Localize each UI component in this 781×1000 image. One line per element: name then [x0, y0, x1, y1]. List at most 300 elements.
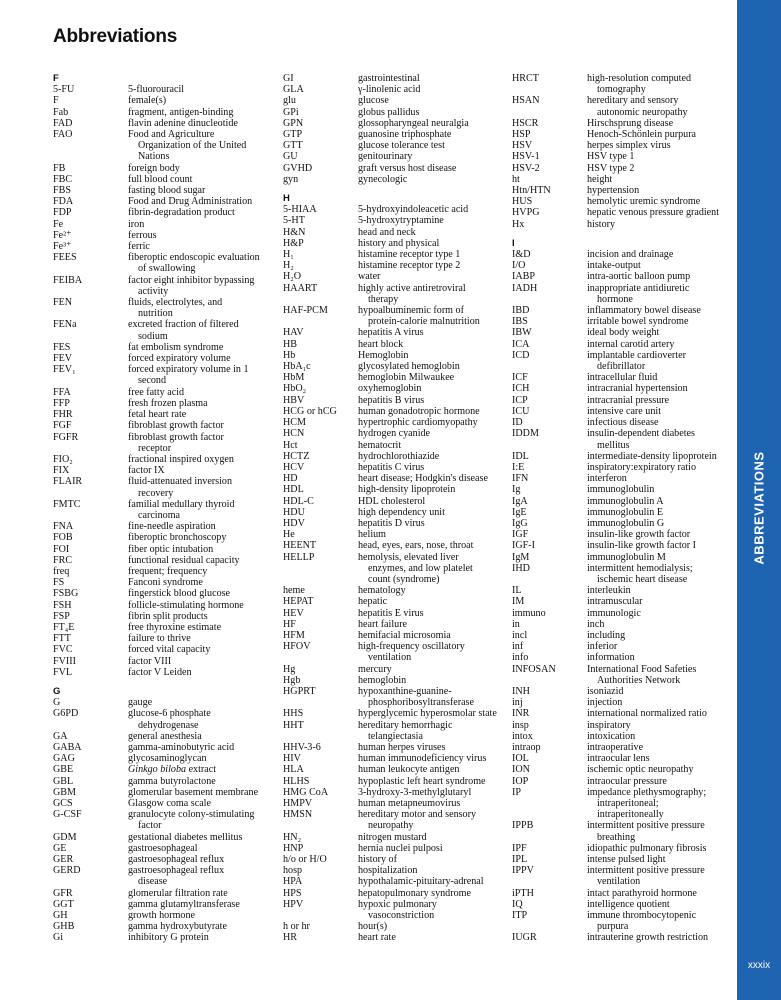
abbreviation-definition: Fanconi syndrome	[128, 577, 203, 589]
abbreviation-entry	[283, 238, 497, 249]
abbreviation-entry	[512, 372, 719, 383]
abbreviation-definition: growth hormone	[128, 910, 195, 922]
abbreviation-entry	[512, 820, 719, 831]
abbreviation-definition: intense pulsed light	[587, 854, 666, 866]
abbreviation-term: Fab	[53, 106, 69, 118]
abbreviation-definition: forced expiratory volume	[128, 353, 231, 365]
abbreviation-entry	[512, 888, 719, 899]
abbreviation-definition: immunologic	[587, 607, 641, 619]
abbreviation-definition: inspiratory:expiratory ratio	[587, 461, 697, 473]
abbreviation-entry	[283, 596, 497, 607]
abbreviation-definition: Organization of the United	[138, 140, 247, 152]
abbreviation-definition: intra-aortic balloon pump	[587, 271, 691, 283]
abbreviation-term: ICA	[512, 338, 530, 350]
abbreviation-term: HR	[283, 932, 298, 944]
abbreviation-term: HMSN	[283, 809, 313, 821]
abbreviation-term: INFOSAN	[512, 663, 556, 675]
abbreviation-definition: human metapneumovirus	[358, 798, 461, 809]
abbreviation-entry	[283, 832, 497, 843]
abbreviation-definition: gastroesophageal	[128, 842, 198, 854]
abbreviation-entry	[283, 95, 497, 106]
abbreviation-definition: height	[587, 173, 613, 185]
abbreviation-term: H&P	[283, 237, 304, 249]
abbreviation-term: GI	[283, 73, 294, 84]
abbreviation-entry	[53, 742, 260, 753]
abbreviation-term: FB	[53, 162, 66, 174]
abbreviation-definition: factor V Leiden	[128, 666, 192, 678]
page-title: Abbreviations	[53, 26, 178, 47]
abbreviation-term: GA	[53, 730, 68, 742]
abbreviation-term: HLHS	[283, 775, 310, 787]
abbreviation-term: ION	[512, 764, 530, 776]
abbreviation-entry-continuation	[53, 876, 260, 887]
abbreviation-term: freq	[53, 565, 70, 577]
abbreviation-entry	[283, 753, 497, 764]
abbreviation-term: HCG or hCG	[283, 405, 337, 417]
abbreviation-entry	[53, 809, 260, 820]
abbreviation-entry	[53, 207, 260, 218]
abbreviation-entry	[283, 406, 497, 417]
abbreviation-definition: heart rate	[358, 932, 396, 944]
abbreviation-definition: gynecologic	[358, 173, 408, 185]
abbreviation-term: Htn/HTN	[512, 185, 551, 197]
page-number: xxxix	[747, 960, 771, 971]
abbreviation-term: Hx	[512, 218, 525, 230]
abbreviation-term: HSAN	[512, 95, 540, 107]
abbreviation-definition: immunoglobulin E	[587, 506, 663, 518]
abbreviation-definition: ischemic optic neuropathy	[587, 764, 694, 776]
abbreviation-term: gyn	[283, 173, 299, 185]
abbreviation-entry	[283, 151, 497, 162]
abbreviation-entry	[53, 577, 260, 588]
abbreviation-definition: hypothalamic-pituitary-adrenal	[358, 876, 484, 888]
abbreviation-definition: guanosine triphosphate	[358, 129, 452, 141]
abbreviation-term: FT₄E	[53, 621, 75, 633]
abbreviation-term: HDV	[283, 517, 305, 529]
abbreviation-term: ICP	[512, 394, 528, 406]
abbreviation-entry	[283, 462, 497, 473]
abbreviation-definition: fibrin split products	[128, 610, 208, 622]
abbreviation-entry-continuation	[53, 308, 260, 319]
abbreviation-term: HEPAT	[283, 596, 314, 608]
abbreviation-term: IBD	[512, 305, 530, 317]
abbreviation-entry	[512, 899, 719, 910]
abbreviation-term-spacer	[512, 574, 587, 585]
abbreviation-definition: hemifacial microsomia	[358, 629, 451, 641]
abbreviation-definition: head, eyes, ears, nose, throat	[358, 540, 474, 552]
abbreviation-entry-continuation	[283, 574, 497, 585]
abbreviation-entry	[512, 196, 719, 207]
abbreviation-definition: idiopathic pulmonary fibrosis	[587, 842, 707, 854]
abbreviation-definition: 5-fluorouracil	[128, 84, 185, 96]
abbreviation-term: FEES	[53, 252, 77, 264]
abbreviation-term: FOB	[53, 532, 73, 544]
abbreviation-definition: hypoalbuminemic form of	[358, 305, 464, 317]
abbreviation-term-spacer	[283, 731, 358, 742]
abbreviation-entry	[512, 630, 719, 641]
abbreviation-term: Fe³⁺	[53, 241, 72, 253]
abbreviation-definition: including	[587, 629, 626, 641]
abbreviation-term-spacer	[512, 84, 587, 95]
abbreviation-entry	[512, 462, 719, 473]
abbreviation-definition: hemoglobin Milwaukee	[358, 372, 455, 384]
abbreviation-term: HUS	[512, 196, 533, 208]
abbreviation-entry	[512, 316, 719, 327]
abbreviation-term: H₂	[283, 260, 294, 272]
abbreviation-definition: intermittent positive pressure	[587, 820, 705, 832]
abbreviation-term: FAO	[53, 129, 73, 141]
abbreviation-term: inj	[512, 697, 523, 709]
abbreviation-entry-continuation	[283, 294, 497, 305]
abbreviation-definition: international normalized ratio	[587, 708, 707, 720]
abbreviation-term: FIO₂	[53, 453, 73, 465]
abbreviation-entry	[53, 398, 260, 409]
abbreviation-term: HHS	[283, 708, 304, 720]
abbreviation-definition: glucose-6 phosphate	[128, 708, 211, 720]
abbreviation-term: GLA	[283, 84, 304, 96]
abbreviation-definition: implantable cardioverter	[587, 349, 686, 361]
abbreviation-definition: high-frequency oscillatory	[358, 641, 465, 653]
abbreviation-term: HDU	[283, 506, 305, 518]
abbreviation-definition: graft versus host disease	[358, 162, 457, 174]
abbreviation-term: FNA	[53, 521, 74, 533]
abbreviation-definition: excreted fraction of filtered	[128, 319, 239, 331]
abbreviation-definition: full blood count	[128, 173, 193, 185]
abbreviation-term-spacer	[53, 375, 128, 386]
abbreviation-term: GBM	[53, 786, 76, 798]
abbreviation-entry-continuation	[53, 720, 260, 731]
abbreviation-term-spacer	[53, 140, 128, 151]
abbreviation-term: FBC	[53, 173, 73, 185]
abbreviation-definition: gamma butyrolactone	[128, 775, 216, 787]
abbreviation-definition: autonomic neuropathy	[597, 106, 688, 118]
abbreviation-entry	[53, 798, 260, 809]
abbreviation-definition: helium	[358, 529, 387, 541]
abbreviation-entry	[512, 383, 719, 394]
abbreviation-term-spacer	[283, 910, 358, 921]
abbreviation-entry	[53, 241, 260, 252]
abbreviation-term: GPN	[283, 117, 304, 129]
abbreviation-definition: tomography	[597, 84, 646, 96]
section-letter-heading: I	[512, 237, 515, 249]
abbreviation-entry	[283, 283, 497, 294]
abbreviation-entry-continuation	[512, 107, 719, 118]
abbreviation-definition: intracranial pressure	[587, 394, 670, 406]
abbreviation-entry-continuation	[53, 263, 260, 274]
abbreviation-definition: fragment, antigen-binding	[128, 106, 234, 118]
abbreviation-entry	[283, 484, 497, 495]
abbreviation-term: I&D	[512, 249, 531, 261]
abbreviation-entry	[512, 185, 719, 196]
abbreviation-term: IPPB	[512, 820, 534, 832]
abbreviation-term: FES	[53, 341, 71, 353]
abbreviation-entry	[283, 540, 497, 551]
abbreviation-entry	[53, 185, 260, 196]
abbreviation-term-spacer	[53, 820, 128, 831]
abbreviation-entry	[512, 271, 719, 282]
abbreviation-definition: irritable bowel syndrome	[587, 316, 689, 328]
abbreviation-definition: intact parathyroid hormone	[587, 887, 697, 899]
abbreviation-term: FGFR	[53, 431, 79, 443]
abbreviation-entry	[512, 932, 719, 943]
abbreviation-entry	[283, 888, 497, 899]
abbreviation-entry	[53, 353, 260, 364]
abbreviation-definition: herpes simplex virus	[587, 140, 671, 152]
abbreviation-term: IHD	[512, 562, 530, 574]
abbreviation-term: HbM	[283, 372, 305, 384]
abbreviation-definition: Food and Drug Administration	[128, 196, 253, 208]
abbreviation-entry	[53, 107, 260, 118]
abbreviation-term: intox	[512, 730, 533, 742]
abbreviation-term: HMPV	[283, 798, 313, 809]
abbreviation-term: HDL-C	[283, 495, 314, 507]
abbreviation-entry	[512, 118, 719, 129]
abbreviation-definition: Food and Agriculture	[128, 129, 215, 141]
abbreviation-term: FTT	[53, 633, 71, 645]
abbreviation-definition: activity	[138, 285, 169, 297]
abbreviation-definition: incision and drainage	[587, 249, 674, 261]
abbreviation-entry	[512, 73, 719, 84]
abbreviation-definition: frequent; frequency	[128, 565, 208, 577]
abbreviation-entry	[283, 84, 497, 95]
abbreviation-term: HDL	[283, 484, 304, 496]
abbreviation-definition: human herpes viruses	[358, 741, 446, 753]
abbreviation-term-spacer	[53, 443, 128, 454]
abbreviation-definition: intracellular fluid	[587, 372, 658, 384]
abbreviation-definition: factor	[138, 820, 162, 832]
abbreviation-entry	[283, 776, 497, 787]
abbreviation-term: HHV-3-6	[283, 741, 321, 753]
abbreviation-term: ITP	[512, 910, 528, 922]
abbreviation-term: FDP	[53, 207, 72, 219]
abbreviation-term: IDDM	[512, 428, 539, 440]
abbreviation-entry-continuation	[512, 809, 719, 820]
abbreviation-definition: ventilation	[597, 876, 641, 888]
abbreviation-term: FFP	[53, 397, 70, 409]
abbreviation-entry	[283, 608, 497, 619]
abbreviation-entry	[283, 720, 497, 731]
abbreviation-term-spacer	[283, 563, 358, 574]
abbreviation-entry-continuation	[53, 331, 260, 342]
abbreviation-term: FOI	[53, 543, 70, 555]
abbreviation-definition: recovery	[138, 487, 174, 499]
abbreviation-term: GERD	[53, 865, 81, 877]
abbreviation-term: Fe²⁺	[53, 229, 72, 241]
abbreviation-term: GVHD	[283, 162, 313, 174]
abbreviation-definition: nutrition	[138, 308, 173, 320]
abbreviation-definition: Hemoglobin	[358, 349, 409, 361]
abbreviation-definition: carcinoma	[138, 509, 181, 521]
abbreviation-entry	[53, 454, 260, 465]
abbreviation-term: INR	[512, 708, 530, 720]
abbreviation-term: FBS	[53, 185, 71, 197]
abbreviation-entry	[512, 129, 719, 140]
abbreviation-term-spacer	[512, 798, 587, 809]
abbreviation-term: GER	[53, 854, 74, 866]
abbreviation-term: Ig	[512, 484, 521, 496]
abbreviation-entry-continuation	[53, 286, 260, 297]
abbreviation-definition: water	[358, 271, 381, 283]
abbreviation-definition: International Food Safeties	[587, 663, 697, 675]
abbreviation-definition: Hirschsprung disease	[587, 117, 674, 129]
abbreviation-definition: fasting blood sugar	[128, 185, 206, 197]
abbreviation-definition: fluids, electrolytes, and	[128, 297, 223, 309]
abbreviation-entry	[512, 596, 719, 607]
abbreviation-term: HGPRT	[283, 685, 316, 697]
abbreviation-definition: forced vital capacity	[128, 644, 211, 656]
abbreviation-definition: hypoplastic left heart syndrome	[358, 775, 486, 787]
abbreviation-definition: globus pallidus	[358, 106, 420, 118]
abbreviation-term: FFA	[53, 386, 71, 398]
abbreviation-term: inf	[512, 641, 524, 653]
abbreviation-definition: impedance plethysmography;	[587, 786, 707, 798]
abbreviation-entry	[512, 540, 719, 551]
abbreviation-entry	[53, 708, 260, 719]
abbreviation-term-spacer	[512, 440, 587, 451]
abbreviation-term: FHR	[53, 409, 73, 421]
section-gap	[283, 185, 497, 193]
abbreviation-definition: history of	[358, 854, 397, 866]
abbreviation-term-spacer	[512, 294, 587, 305]
abbreviation-term: HAV	[283, 327, 304, 339]
abbreviation-term: INH	[512, 685, 530, 697]
abbreviation-term: IPF	[512, 842, 527, 854]
section-gap	[53, 678, 260, 686]
abbreviation-term: h/o or H/O	[283, 854, 327, 866]
abbreviation-term: HSV-1	[512, 151, 540, 163]
abbreviation-entry	[53, 910, 260, 921]
abbreviation-entry	[283, 619, 497, 630]
abbreviation-entry	[283, 764, 497, 775]
abbreviation-entry-continuation	[283, 652, 497, 663]
abbreviation-definition: hemoglobin	[358, 674, 407, 686]
abbreviation-definition: history and physical	[358, 237, 440, 249]
abbreviation-entry	[283, 350, 497, 361]
abbreviation-entry-continuation	[512, 921, 719, 932]
abbreviation-definition: phosphoribosyltransferase	[368, 697, 474, 709]
abbreviation-term: HLA	[283, 764, 304, 776]
abbreviation-term: HSP	[512, 129, 531, 141]
abbreviation-term: HIV	[283, 753, 301, 765]
column-1	[53, 73, 260, 944]
abbreviation-definition: Authorities Network	[597, 674, 681, 686]
abbreviation-definition: ideal body weight	[587, 327, 660, 339]
abbreviation-definition: count (syndrome)	[368, 573, 440, 585]
abbreviation-definition: head and neck	[358, 226, 416, 238]
abbreviation-definition: γ-linolenic acid	[358, 84, 421, 96]
abbreviation-entry	[283, 417, 497, 428]
abbreviation-definition: intramuscular	[587, 596, 643, 608]
abbreviation-definition: fibroblast growth factor	[128, 420, 224, 432]
abbreviation-definition: iron	[128, 218, 145, 230]
abbreviation-definition: gastrointestinal	[358, 73, 420, 84]
abbreviation-entry	[53, 252, 260, 263]
abbreviation-definition: inch	[587, 618, 605, 630]
abbreviation-entry	[283, 140, 497, 151]
abbreviation-definition: hepatopulmonary syndrome	[358, 887, 471, 899]
abbreviation-definition: forced expiratory volume in 1	[128, 364, 249, 376]
abbreviation-definition: intrauterine growth restriction	[587, 932, 709, 944]
abbreviation-term: FEIBA	[53, 274, 83, 286]
abbreviation-term: IgA	[512, 495, 528, 507]
abbreviation-definition: inhibitory G protein	[128, 932, 209, 944]
abbreviation-term: IQ	[512, 898, 523, 910]
abbreviation-definition: hypertrophic cardiomyopathy	[358, 417, 478, 429]
abbreviation-term: HRCT	[512, 73, 539, 84]
abbreviation-entry	[53, 656, 260, 667]
abbreviation-definition: gauge	[128, 697, 153, 709]
abbreviation-term: HVPG	[512, 207, 540, 219]
abbreviation-definition: sodium	[138, 330, 168, 342]
abbreviation-definition: gastroesophageal reflux	[128, 854, 225, 866]
abbreviation-entry	[512, 406, 719, 417]
abbreviation-term: 5-HIAA	[283, 204, 317, 216]
abbreviation-term: HbA₁c	[283, 361, 311, 373]
abbreviation-entry	[283, 708, 497, 719]
abbreviation-definition: foreign body	[128, 162, 180, 174]
abbreviation-term: FSBG	[53, 588, 79, 600]
abbreviation-entry-continuation	[512, 798, 719, 809]
abbreviation-entry	[512, 585, 719, 596]
abbreviation-definition: fibroblast growth factor	[128, 431, 224, 443]
abbreviation-term: HMG CoA	[283, 786, 329, 798]
abbreviation-term-spacer	[53, 263, 128, 274]
abbreviation-term: FVC	[53, 644, 73, 656]
abbreviation-definition: fetal heart rate	[128, 409, 187, 421]
abbreviation-definition: purpura	[597, 921, 629, 933]
abbreviation-entry	[283, 529, 497, 540]
abbreviation-entry	[283, 630, 497, 641]
column-2	[283, 73, 497, 944]
abbreviation-definition: heart disease; Hodgkin's disease	[358, 473, 488, 485]
abbreviation-definition: immunoglobulin G	[587, 517, 665, 529]
abbreviation-entry	[283, 865, 497, 876]
abbreviation-entry	[53, 776, 260, 787]
abbreviation-definition: fat embolism syndrome	[128, 341, 224, 353]
abbreviation-definition: hepatic	[358, 596, 388, 608]
abbreviation-term: He	[283, 529, 295, 541]
abbreviation-entry	[512, 764, 719, 775]
abbreviation-entry	[283, 451, 497, 462]
abbreviation-definition: female(s)	[128, 95, 167, 107]
abbreviation-term: GAG	[53, 753, 75, 765]
abbreviation-entry	[283, 428, 497, 439]
abbreviation-entry	[512, 219, 719, 230]
abbreviation-entry	[512, 563, 719, 574]
abbreviation-term-spacer	[512, 832, 587, 843]
abbreviation-entry	[283, 921, 497, 932]
abbreviation-definition: fibrin-degradation product	[128, 207, 235, 219]
abbreviation-entry	[512, 652, 719, 663]
abbreviation-term-spacer	[53, 720, 128, 731]
abbreviation-term: Hb	[283, 349, 296, 361]
abbreviation-term: FLAIR	[53, 476, 83, 488]
abbreviation-entry	[53, 555, 260, 566]
abbreviation-term-spacer	[512, 107, 587, 118]
abbreviation-definition: intensive care unit	[587, 405, 661, 417]
abbreviation-entry	[53, 476, 260, 487]
abbreviation-term: FIX	[53, 465, 70, 477]
abbreviation-term: h or hr	[283, 921, 310, 933]
abbreviation-entry	[283, 585, 497, 596]
abbreviation-term: IPL	[512, 854, 528, 866]
abbreviation-definition: 5-hydroxyindoleacetic acid	[358, 204, 469, 216]
abbreviation-definition: oxyhemoglobin	[358, 383, 422, 395]
abbreviation-term: H₂O	[283, 271, 302, 283]
abbreviation-definition: failure to thrive	[128, 633, 191, 645]
abbreviation-term: GDM	[53, 831, 77, 843]
abbreviation-definition: glomerular basement membrane	[128, 786, 259, 798]
